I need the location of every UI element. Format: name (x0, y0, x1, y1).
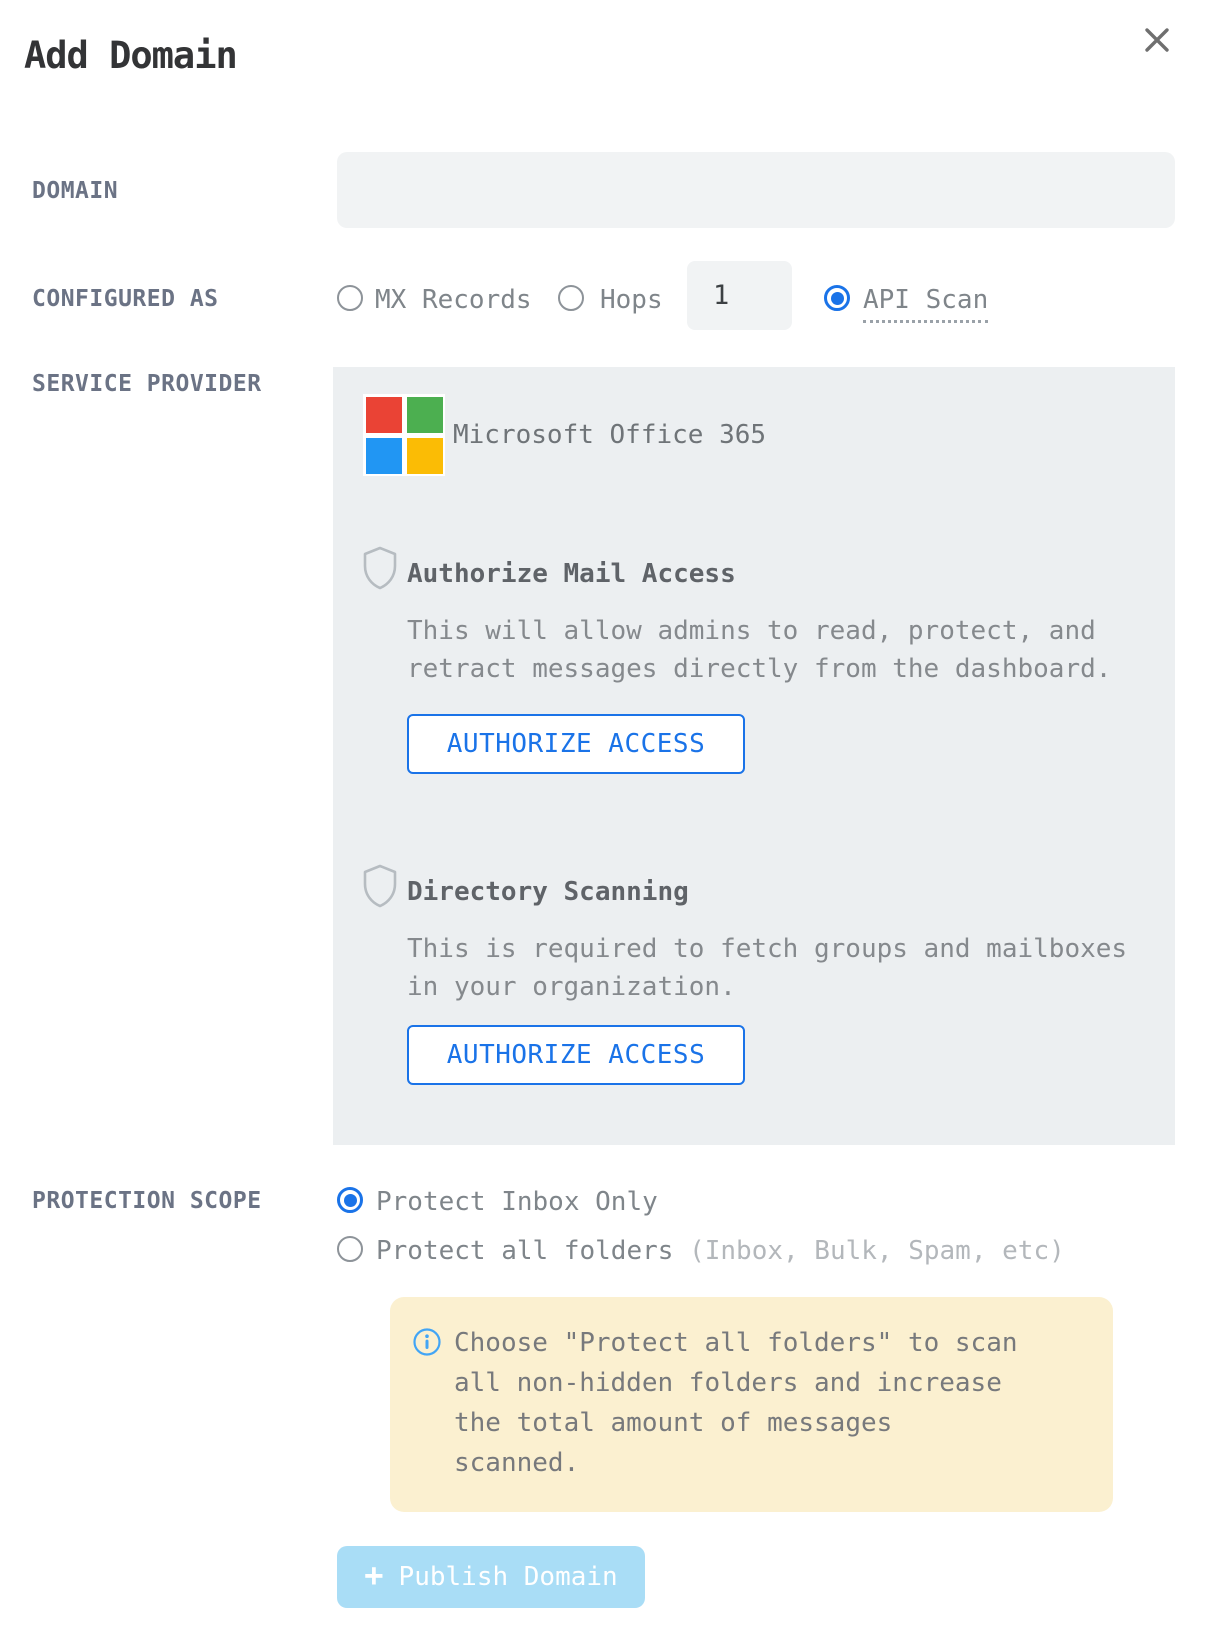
authorize-mail-access-button[interactable]: AUTHORIZE ACCESS (407, 714, 745, 774)
note-line: all non-hidden folders and increase (454, 1368, 1002, 1398)
radio-protect-inbox-only[interactable] (337, 1187, 363, 1213)
directory-scanning-desc-line2: in your organization. (407, 972, 736, 1002)
directory-scanning-title: Directory Scanning (407, 877, 689, 907)
radio-api-scan-label[interactable]: API Scan (863, 285, 988, 323)
info-note (390, 1297, 1113, 1512)
provider-name: Microsoft Office 365 (453, 420, 767, 450)
publish-domain-label: Publish Domain (398, 1562, 618, 1592)
note-line: the total amount of messages (454, 1408, 893, 1438)
ms-logo-green-square (407, 397, 443, 433)
radio-protect-inbox-label[interactable]: Protect Inbox Only (376, 1187, 658, 1217)
radio-protect-all-folders[interactable] (337, 1236, 363, 1262)
radio-api-scan[interactable] (824, 285, 850, 311)
mail-access-desc-line1: This will allow admins to read, protect, and (407, 616, 1096, 646)
close-button[interactable] (1138, 22, 1176, 60)
shield-icon (361, 545, 399, 595)
note-line: scanned. (454, 1448, 580, 1478)
domain-input[interactable] (337, 152, 1175, 228)
protect-all-hint: (Inbox, Bulk, Spam, etc) (689, 1236, 1065, 1266)
note-line: Choose "Protect all folders" to scan (454, 1328, 1018, 1358)
radio-hops-label[interactable]: Hops (600, 285, 663, 315)
service-provider-label: SERVICE PROVIDER (32, 371, 262, 397)
radio-mx-records-label[interactable]: MX Records (375, 285, 532, 315)
mail-access-title: Authorize Mail Access (407, 559, 736, 589)
microsoft-logo-icon (363, 394, 445, 476)
ms-logo-red-square (366, 397, 402, 433)
domain-label: DOMAIN (32, 178, 119, 204)
directory-scanning-desc-line1: This is required to fetch groups and mailboxes (407, 934, 1128, 964)
protect-all-text: Protect all folders (376, 1236, 674, 1266)
page-title: Add Domain (24, 34, 237, 77)
shield-icon (361, 863, 399, 913)
hops-input[interactable] (687, 261, 792, 330)
ms-logo-yellow-square (407, 438, 443, 474)
ms-logo-blue-square (366, 438, 402, 474)
protection-scope-label: PROTECTION SCOPE (32, 1188, 262, 1214)
publish-domain-button[interactable] (337, 1546, 645, 1608)
service-provider-panel (333, 367, 1175, 1145)
radio-mx-records[interactable] (337, 285, 363, 311)
close-icon (1139, 22, 1175, 61)
info-icon (412, 1327, 442, 1361)
radio-hops[interactable] (558, 285, 584, 311)
authorize-directory-button[interactable]: AUTHORIZE ACCESS (407, 1025, 745, 1085)
mail-access-desc-line2: retract messages directly from the dashboard. (407, 654, 1112, 684)
plus-icon: + (364, 1556, 384, 1594)
radio-protect-all-label[interactable] (376, 1236, 1065, 1266)
configured-as-label: CONFIGURED AS (32, 286, 219, 312)
